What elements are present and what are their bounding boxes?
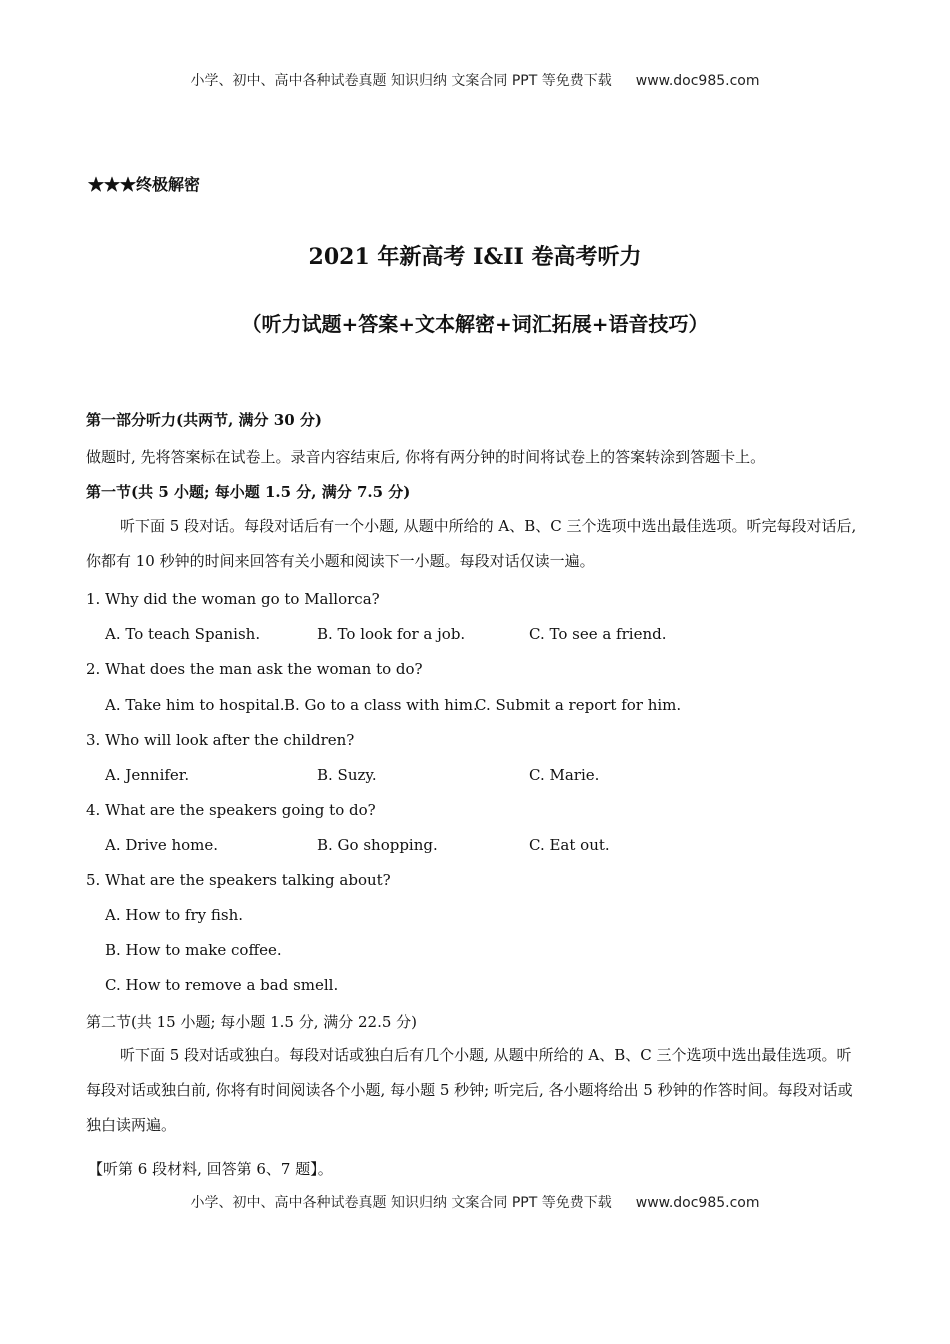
q2-option-b: B. Go to a class with him. — [284, 696, 478, 714]
page-header — [0, 70, 950, 90]
q3-option-c: C. Marie. — [529, 766, 600, 784]
q4-option-c: C. Eat out. — [529, 836, 610, 854]
q3-option-a: A. Jennifer. — [105, 766, 190, 784]
ultimate-decode-tag: ★★★终极解密 — [88, 175, 201, 194]
q1-option-a: A. To teach Spanish. — [105, 625, 261, 643]
q3-option-b: B. Suzy. — [317, 766, 377, 784]
q5-option-c: C. How to remove a bad smell. — [105, 976, 339, 994]
question-5: 5. What are the speakers talking about? — [86, 871, 391, 889]
section1-instruction: 听下面 5 段对话。每段对话后有一个小题, 从题中所给的 A、B、C 三个选项中选出最佳选项。听完每段对话后, 你都有 10 秒钟的时间来回答有关小题和阅读下一小题。每段对话仅读一遍。 — [86, 517, 857, 570]
section2-heading: 第二节(共 15 小题; 每小题 1.5 分, 满分 22.5 分) — [86, 1013, 418, 1031]
question-4: 4. What are the speakers going to do? — [86, 801, 376, 819]
q5-option-b: B. How to make coffee. — [105, 941, 282, 959]
section1-heading: 第一节(共 5 小题; 每小题 1.5 分, 满分 7.5 分) — [86, 483, 411, 501]
q1-option-b: B. To look for a job. — [317, 625, 466, 643]
q1-option-c: C. To see a friend. — [529, 625, 667, 643]
q2-option-a: A. Take him to hospital. — [105, 696, 285, 714]
q2-option-c: C. Submit a report for him. — [475, 696, 682, 714]
footer-text: 小学、初中、高中各种试卷真题 知识归纳 文案合同 PPT 等免费下载 — [190, 1195, 612, 1211]
question-2: 2. What does the man ask the woman to do? — [86, 660, 423, 678]
q4-option-b: B. Go shopping. — [317, 836, 438, 854]
header-site: www.doc985.com — [635, 73, 760, 89]
header-text: 小学、初中、高中各种试卷真题 知识归纳 文案合同 PPT 等免费下载 — [190, 73, 612, 89]
part1-heading: 第一部分听力(共两节, 满分 30 分) — [86, 411, 322, 429]
document-title: 2021 年新高考 I&II 卷高考听力 — [308, 244, 642, 270]
part1-instruction: 做题时, 先将答案标在试卷上。录音内容结束后, 你将有两分钟的时间将试卷上的答案转涂到答题卡上。 — [86, 448, 766, 466]
footer-site: www.doc985.com — [635, 1195, 760, 1211]
question-1: 1. Why did the woman go to Mallorca? — [86, 590, 380, 608]
section2-instruction: 听下面 5 段对话或独白。每段对话或独白后有几个小题, 从题中所给的 A、B、C 三个选项中选出最佳选项。听每段对话或独白前, 你将有时间阅读各个小题, 每小题 5 秒钟; 听完后, 各小题将给出 5 秒钟的作答时间。每段对话或独白读两遍。 — [86, 1046, 853, 1134]
material-6-prompt: 【听第 6 段材料, 回答第 6、7 题】。 — [88, 1160, 333, 1178]
document-subtitle: （听力试题+答案+文本解密+词汇拓展+语音技巧） — [241, 312, 709, 336]
question-3: 3. Who will look after the children? — [86, 731, 355, 749]
q4-option-a: A. Drive home. — [105, 836, 219, 854]
page-footer — [0, 1192, 950, 1212]
q5-option-a: A. How to fry fish. — [105, 906, 244, 924]
